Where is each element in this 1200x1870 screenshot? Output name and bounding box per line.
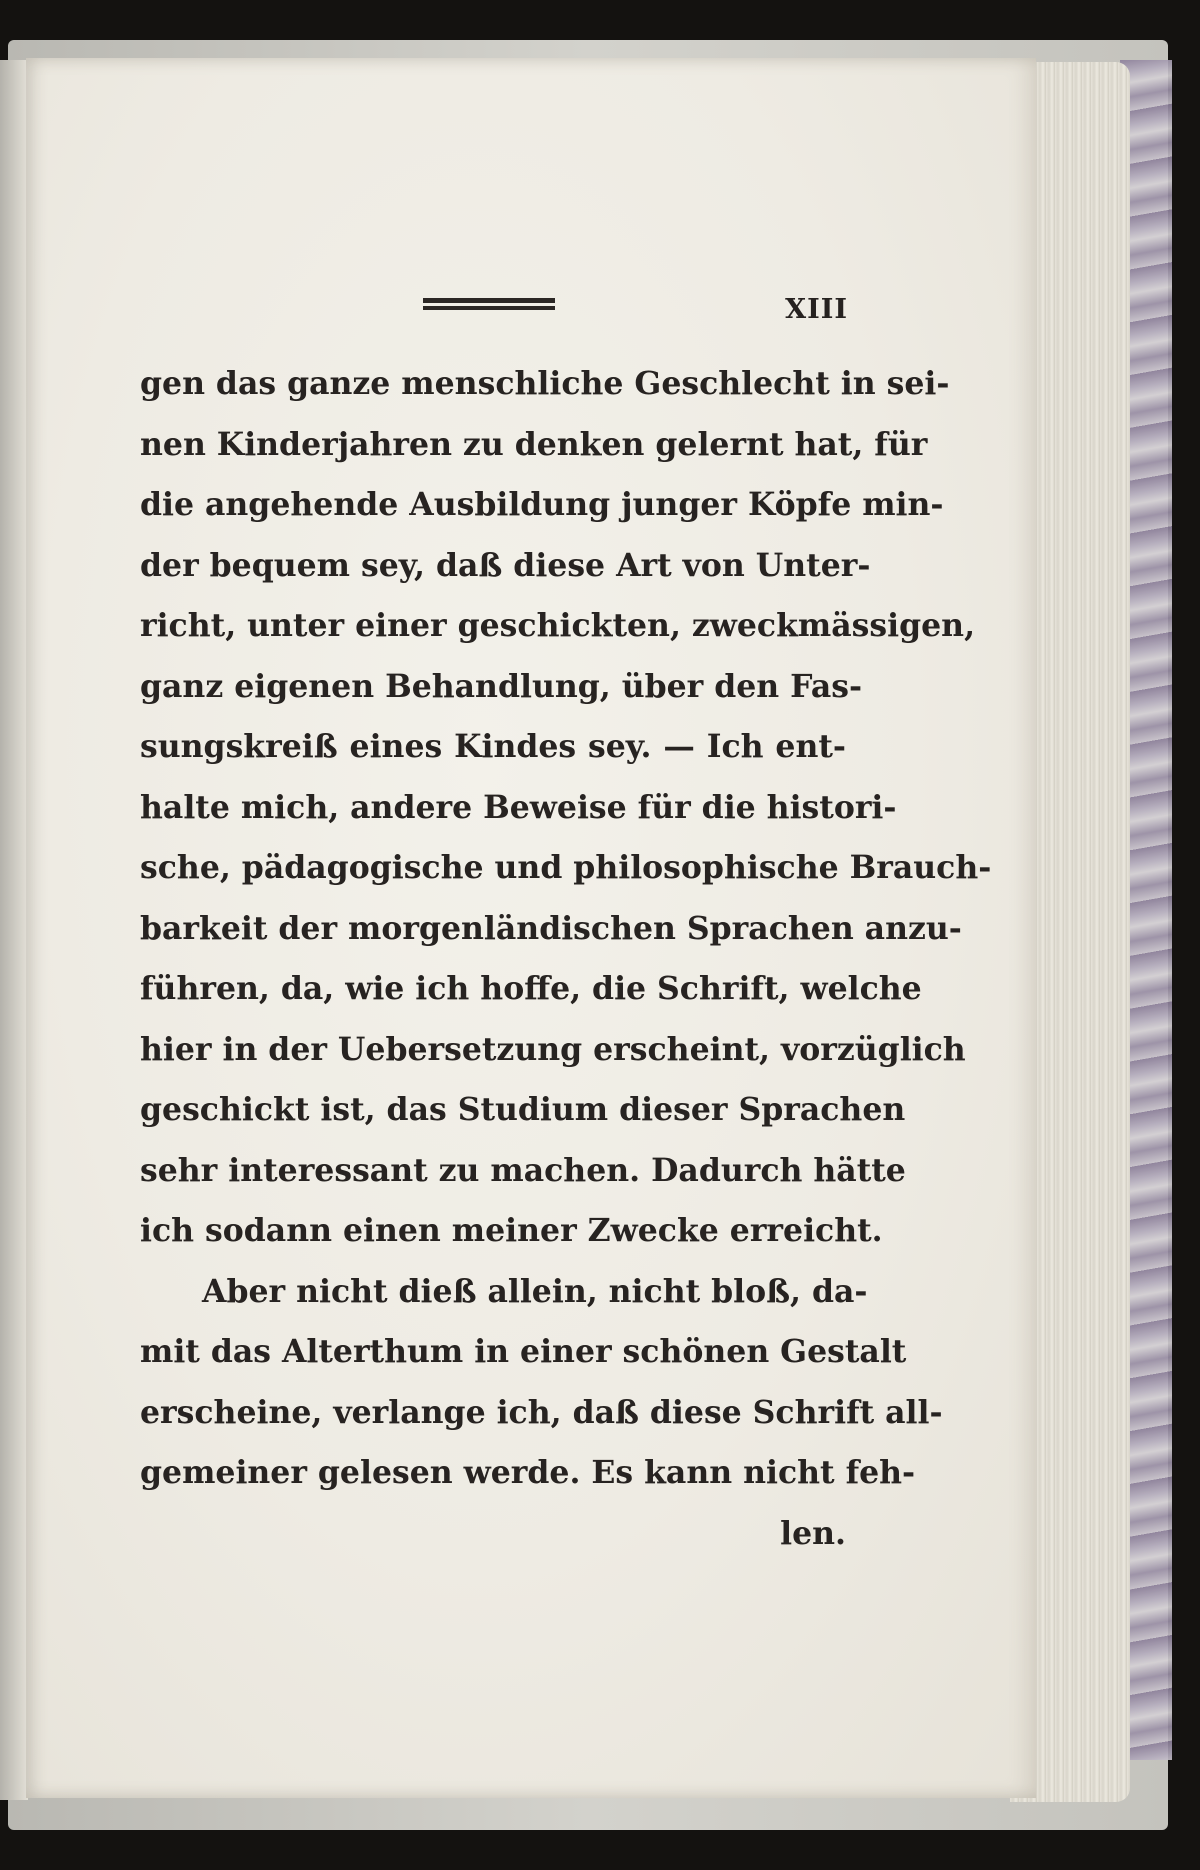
text-line: nen Kinderjahren zu denken gelernt hat, für [140, 425, 928, 463]
text-line: sungskreiß eines Kindes sey. — Ich ent- [140, 728, 846, 765]
text-line: richt, unter einer geschickten, zweckmässigen, [140, 607, 976, 644]
text-line: hier in der Uebersetzung erscheint, vorzüglich [140, 1030, 966, 1068]
body-text [140, 354, 992, 1564]
text-line: die angehende Ausbildung junger Köpfe min- [140, 486, 944, 523]
paragraph-start-line: Aber nicht dieß allein, nicht bloß, da- [202, 1272, 868, 1310]
text-line: halte mich, andere Beweise für die histori- [140, 788, 897, 826]
text-line: sche, pädagogische und philosophische Brauch- [140, 849, 992, 886]
text-line: ganz eigenen Behandlung, über den Fas- [140, 667, 863, 705]
text-line: ich sodann einen meiner Zwecke erreicht. [140, 1212, 883, 1249]
text-line: erscheine, verlange ich, daß diese Schrift all- [140, 1393, 943, 1431]
text-line: führen, da, wie ich hoffe, die Schrift, welche [140, 970, 922, 1007]
catchword: len. [780, 1514, 846, 1552]
text-line: sehr interessant zu machen. Dadurch hätte [140, 1151, 906, 1189]
page-number: XIII [785, 294, 848, 325]
text-line: mit das Alterthum in einer schönen Gestalt [140, 1333, 907, 1370]
header-rule [423, 298, 555, 310]
text-line: barkeit der morgenländischen Sprachen anzu- [140, 909, 962, 947]
text-line: gen das ganze menschliche Geschlecht in sei- [140, 365, 950, 402]
facing-page-edge [0, 60, 28, 1800]
text-line: der bequem sey, daß diese Art von Unter- [140, 546, 871, 584]
text-line: gemeiner gelesen werde. Es kann nicht feh- [140, 1454, 916, 1491]
book-page [26, 58, 1036, 1798]
text-line: geschickt ist, das Studium dieser Sprachen [140, 1091, 906, 1128]
